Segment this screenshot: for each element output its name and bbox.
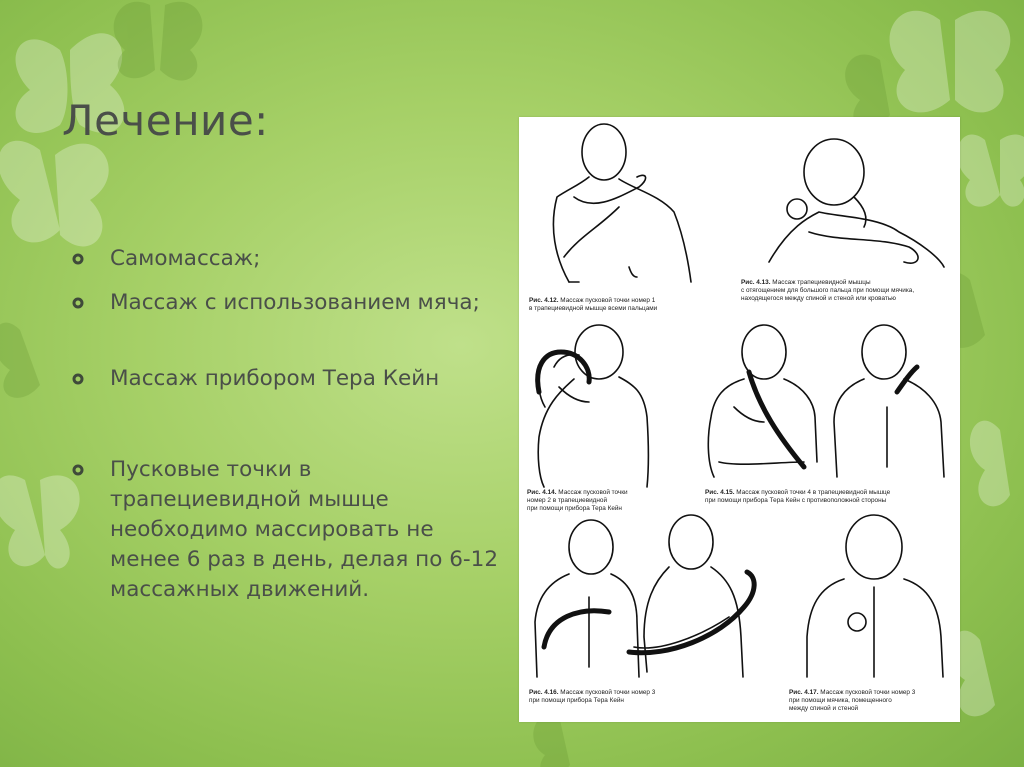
bullet-text: Самомассаж;	[110, 246, 261, 271]
bullet-ring-icon	[72, 297, 84, 309]
caption-number: Рис. 4.15.	[705, 489, 735, 496]
caption-number: Рис. 4.16.	[529, 689, 559, 696]
figure-4-15-cane	[749, 372, 804, 467]
caption-line: Массаж пусковой точки номер 3	[560, 689, 656, 696]
caption-number: Рис. 4.13.	[741, 279, 771, 286]
caption-line: при помощи прибора Тера Кейн с противоположной стороны	[705, 497, 887, 504]
caption-line: Массаж трапециевидной мышцы	[772, 279, 871, 286]
caption-4-12	[529, 297, 657, 313]
caption-4-16	[529, 689, 655, 705]
bullet-item	[72, 288, 502, 318]
bullet-text: Массаж прибором Тера Кейн	[110, 366, 440, 391]
caption-number: Рис. 4.17.	[789, 689, 819, 696]
bullet-text: Массаж с использованием мяча;	[110, 290, 480, 315]
caption-4-14	[527, 489, 628, 513]
caption-line: находящегося между спиной и стеной или кроватью	[741, 295, 896, 302]
figure-4-15-back-drawing	[834, 325, 944, 477]
figure-4-14-cane	[538, 352, 590, 392]
caption-4-15	[705, 489, 890, 505]
figure-4-17-drawing	[807, 515, 943, 677]
figure-4-16-back-drawing	[535, 520, 639, 677]
caption-line: Массаж пусковой точки номер 3	[820, 689, 916, 696]
massage-illustration	[519, 117, 960, 722]
figure-4-14-drawing	[538, 325, 648, 487]
caption-4-13	[741, 279, 914, 303]
figure-4-13-drawing	[769, 139, 944, 267]
figure-4-12-drawing	[553, 124, 691, 282]
bullet-item	[72, 455, 502, 605]
caption-line: при помощи мячика, помещенного	[789, 697, 892, 704]
bullet-ring-icon	[72, 464, 84, 476]
caption-line: Массаж пусковой точки 4 в трапециевидной мышце	[736, 489, 891, 496]
bullet-ring-icon	[72, 373, 84, 385]
caption-line: в трапециевидной мышце всеми пальцами	[529, 305, 658, 312]
bullet-text: Пусковые точки в трапециевидной мышце необходимо массировать не менее 6 раз в день, делая по 6-12 массажных движений.	[110, 457, 499, 602]
caption-line: между спиной и стеной	[789, 705, 859, 712]
illustration-drawings	[519, 117, 960, 722]
figure-4-16-cane	[544, 611, 609, 647]
caption-4-17	[789, 689, 915, 713]
bullet-item	[72, 244, 502, 274]
caption-line: с отягощением для большого пальца при помощи мячика,	[741, 287, 915, 294]
caption-line: при помощи прибора Тера Кейн	[529, 697, 624, 704]
bullet-ring-icon	[72, 253, 84, 265]
slide-title: Лечение:	[62, 96, 269, 145]
caption-line: при помощи прибора Тера Кейн	[527, 505, 622, 512]
bullet-item	[72, 364, 502, 394]
caption-line: номер 2 в трапециевидной	[527, 497, 608, 504]
figure-4-16-front-cane	[629, 572, 754, 653]
caption-line: Массаж пусковой точки номер 1	[560, 297, 656, 304]
caption-line: Массаж пусковой точки	[558, 489, 628, 496]
caption-number: Рис. 4.14.	[527, 489, 557, 496]
caption-number: Рис. 4.12.	[529, 297, 559, 304]
